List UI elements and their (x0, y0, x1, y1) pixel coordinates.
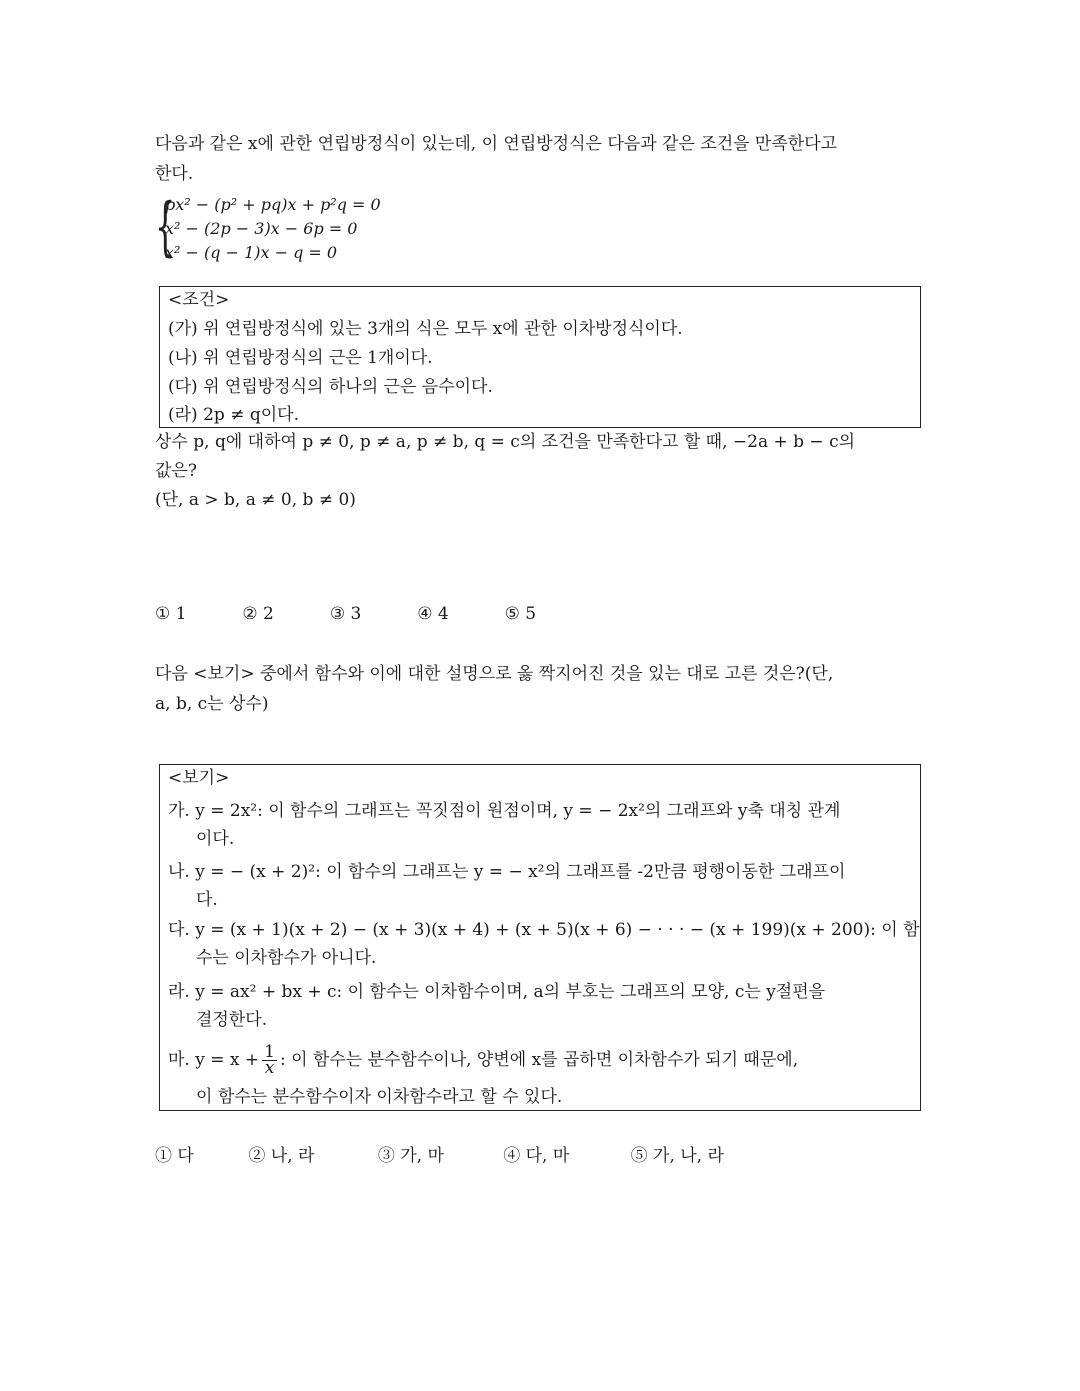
bogi-item-da-line1: 다. y = (x + 1)(x + 2) − (x + 3)(x + 4) + (x + 5)(x + 6) − · · · − (x + 199)(x + 200): 이 함 (168, 920, 920, 940)
condition-item-da: (다) 위 연립방정식의 하나의 근은 음수이다. (168, 377, 493, 397)
condition-box (159, 286, 921, 428)
q2-intro-line2: a, b, c는 상수) (155, 694, 269, 714)
bogi-box-title: <보기> (168, 768, 230, 788)
fraction-numerator: 1 (264, 1042, 275, 1062)
bogi-item-ra-line1: 라. y = ax² + bx + c: 이 함수는 이차함수이며, a의 부호는 그래프의 모양, c는 y절편을 (168, 982, 826, 1002)
bogi-item-ma-suffix: : 이 함수는 분수함수이나, 양변에 x를 곱하면 이차함수가 되기 때문에, (279, 1050, 799, 1070)
left-brace: { (155, 190, 176, 264)
bogi-box (159, 764, 921, 1111)
bogi-item-ma-line1 (168, 1041, 798, 1079)
q1-choice-5[interactable]: ⑤ 5 (504, 604, 537, 624)
bogi-item-na-line1: 나. y = − (x + 2)²: 이 함수의 그래프는 y = − x²의 그래프를 -2만큼 평행이동한 그래프이 (168, 862, 846, 882)
q1-choice-4[interactable]: ④ 4 (417, 604, 449, 624)
bogi-item-da-line2: 수는 이차함수가 아니다. (196, 948, 377, 968)
bogi-item-ma-line2: 이 함수는 분수함수이자 이차함수라고 할 수 있다. (196, 1087, 563, 1107)
bogi-item-na-line2: 다. (196, 890, 218, 910)
q2-choice-5[interactable]: ⑤ 가, 나, 라 (630, 1146, 724, 1166)
q2-choice-3[interactable]: ③ 가, 마 (377, 1146, 444, 1166)
q1-choice-2[interactable]: ② 2 (242, 604, 274, 624)
equation-1: px² − (p² + pq)x + p²q = 0 (165, 195, 381, 214)
condition-item-ra: (라) 2p ≠ q이다. (168, 405, 299, 425)
q1-question-line1: 상수 p, q에 대하여 p ≠ 0, p ≠ a, p ≠ b, q = c의 조건을 만족한다고 할 때, −2a + b − c의 (155, 432, 856, 452)
condition-item-na: (나) 위 연립방정식의 근은 1개이다. (168, 348, 433, 368)
q1-intro-line1: 다음과 같은 x에 관한 연립방정식이 있는데, 이 연립방정식은 다음과 같은 조건을 만족한다고 (155, 134, 838, 154)
q2-choice-1[interactable]: ① 다 (155, 1146, 194, 1166)
q1-question-line2: 값은? (155, 461, 197, 481)
condition-box-title: <조건> (168, 290, 230, 310)
q1-intro-line2: 한다. (155, 164, 194, 184)
bogi-item-ga-line1: 가. y = 2x²: 이 함수의 그래프는 꼭짓점이 원점이며, y = − 2x²의 그래프와 y축 대칭 관계 (168, 801, 841, 821)
q1-question-line3: (단, a > b, a ≠ 0, b ≠ 0) (155, 490, 356, 510)
fraction (262, 1042, 277, 1078)
fraction-denominator: x (264, 1058, 275, 1078)
q2-choices (155, 1141, 724, 1166)
bogi-item-ra-line2: 결정한다. (196, 1010, 268, 1030)
equation-2: x² − (2p − 3)x − 6p = 0 (165, 219, 358, 238)
q1-choice-3[interactable]: ③ 3 (329, 604, 362, 624)
q2-intro-line1: 다음 <보기> 중에서 함수와 이에 대한 설명으로 옳 짝지어진 것을 있는 대로 고른 것은?(단, (155, 664, 834, 684)
q2-choice-4[interactable]: ④ 다, 마 (503, 1146, 570, 1166)
q2-choice-2[interactable]: ② 나, 라 (248, 1146, 315, 1166)
condition-item-ga: (가) 위 연립방정식에 있는 3개의 식은 모두 x에 관한 이차방정식이다. (168, 319, 683, 339)
q1-choice-1[interactable]: ① 1 (155, 604, 187, 624)
bogi-item-ga-line2: 이다. (196, 829, 235, 849)
q1-choices (155, 604, 536, 624)
equation-3: x² − (q − 1)x − q = 0 (165, 243, 338, 262)
bogi-item-ma-prefix: 마. y = x + (168, 1050, 260, 1070)
